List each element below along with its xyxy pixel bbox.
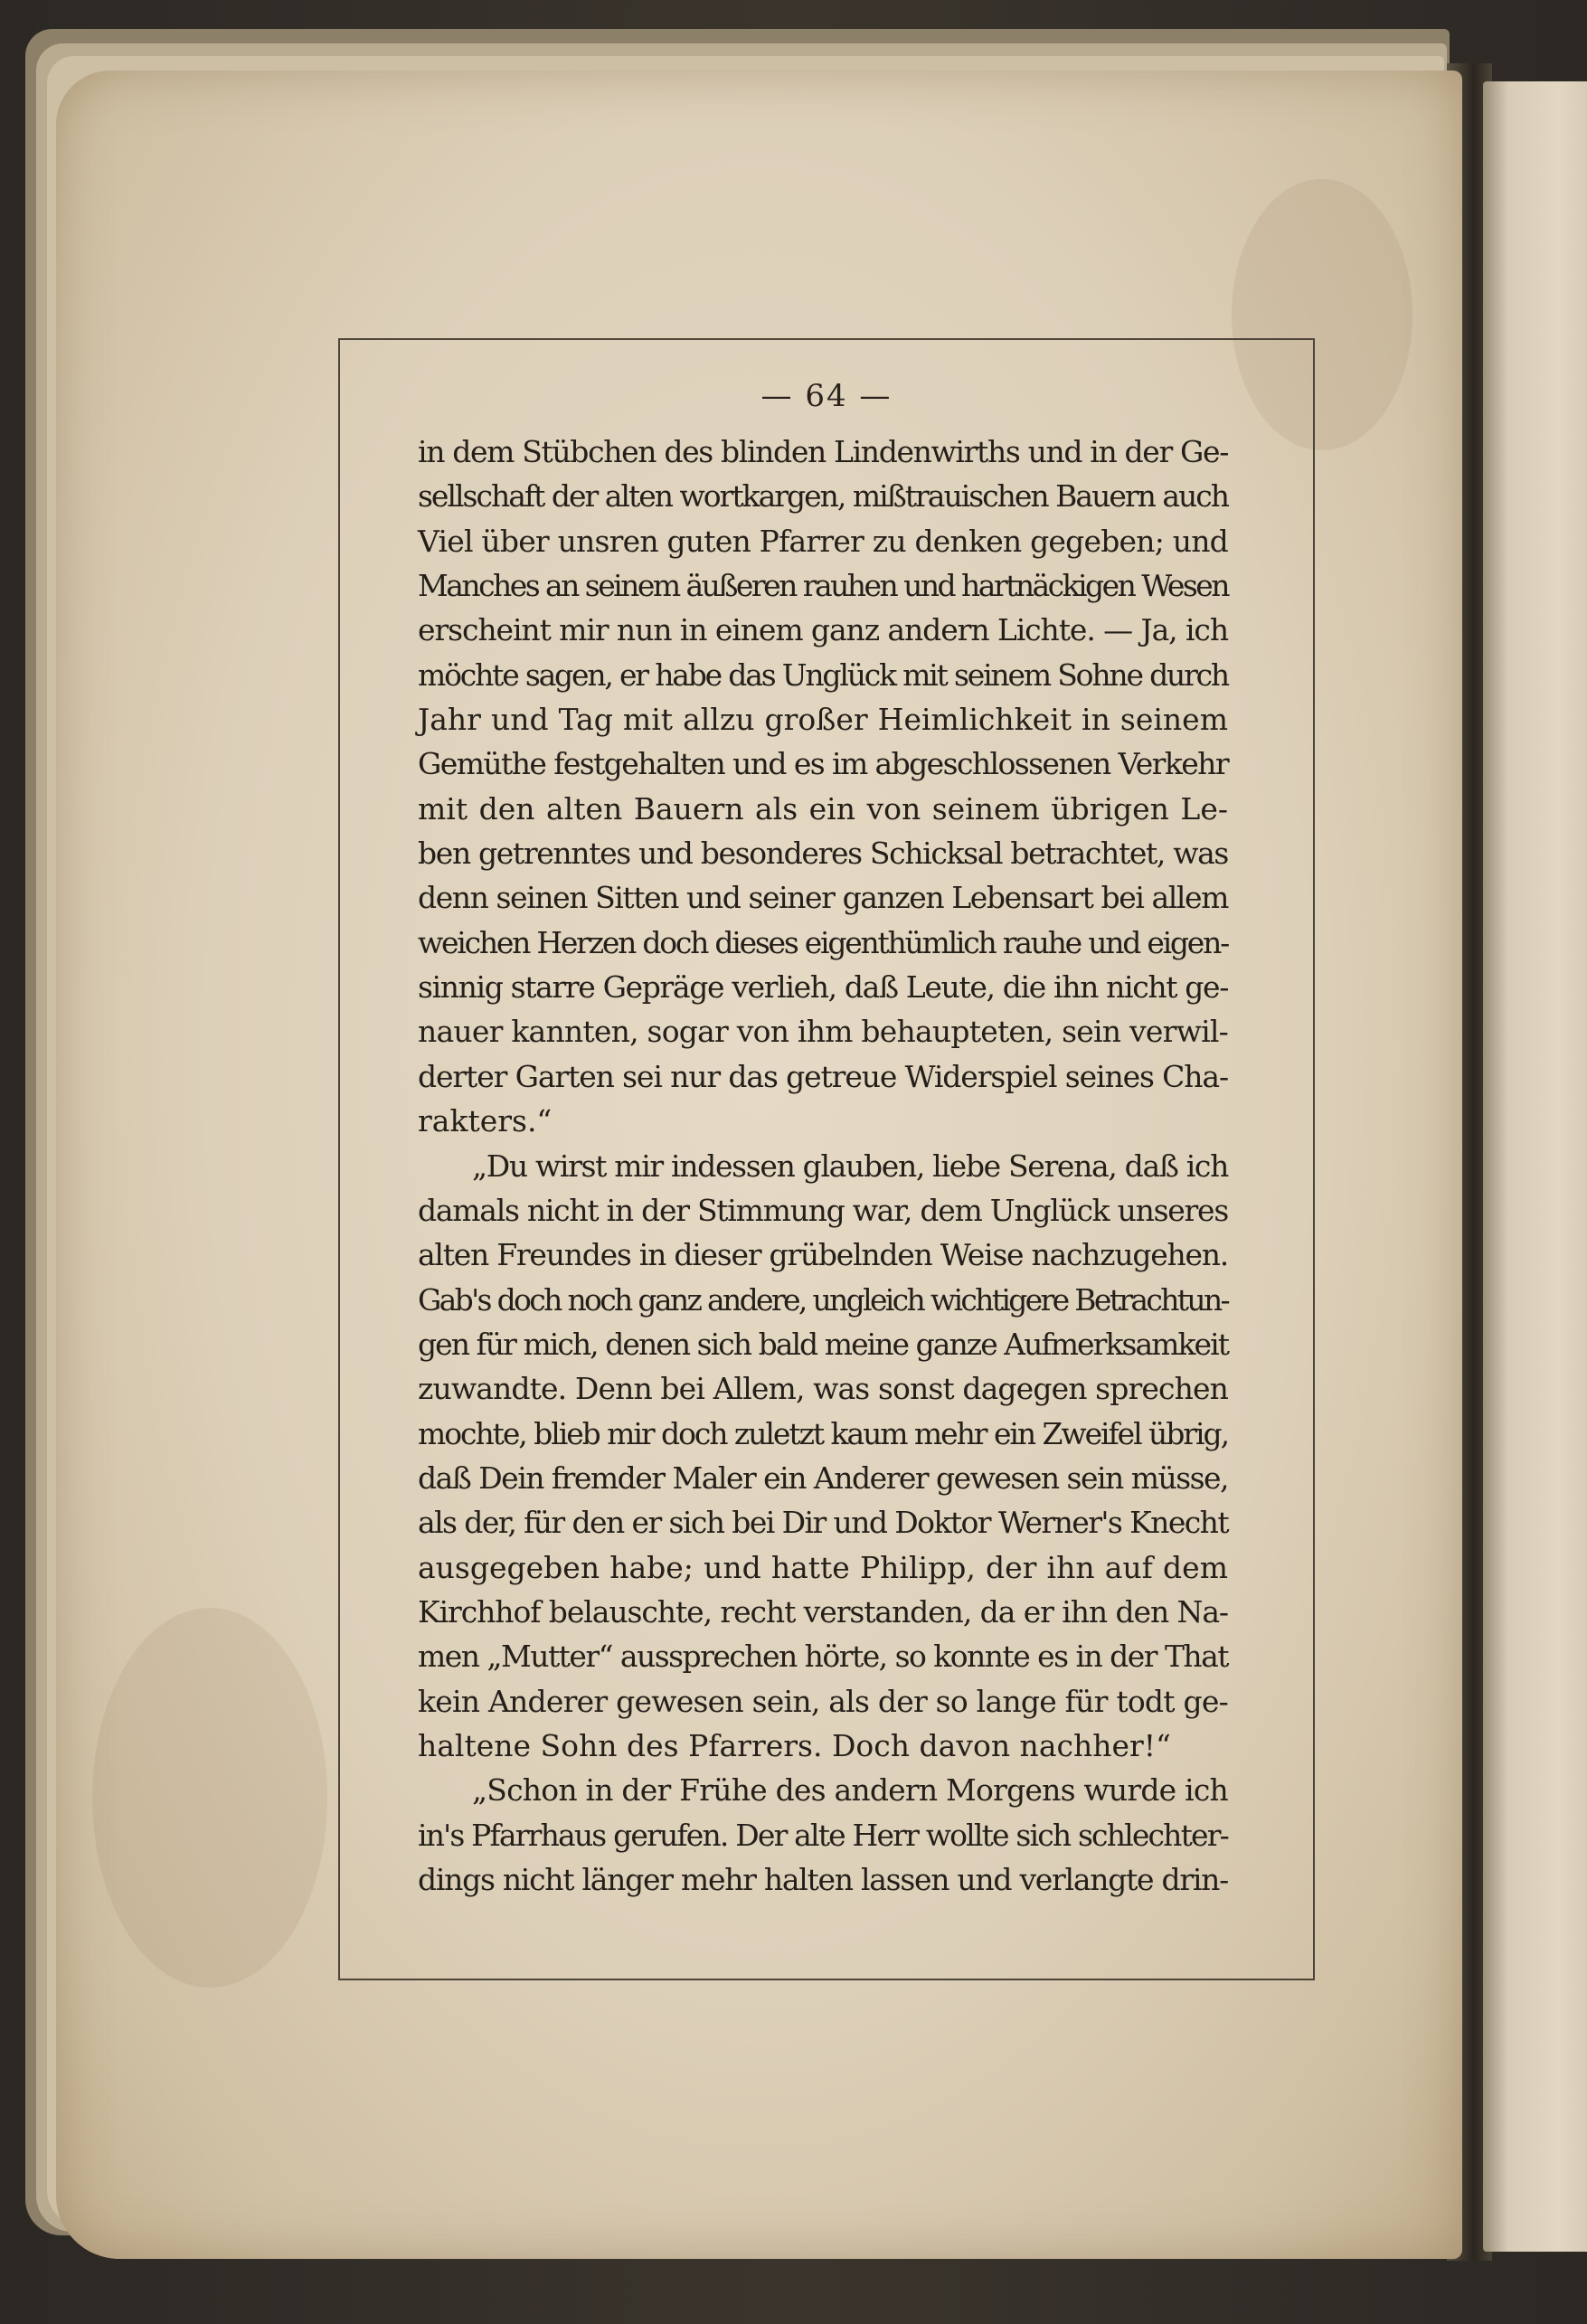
text-line: mochte, blieb mir doch zuletzt kaum mehr ein Zweifel übrig, bbox=[418, 1415, 1228, 1451]
text-line: weichen Herzen doch dieses eigenthümlich rauhe und eigen- bbox=[418, 924, 1228, 960]
text-line: erscheint mir nun in einem ganz andern Lichte. — Ja, ich bbox=[418, 612, 1228, 648]
text-line: rakters.“ bbox=[418, 1103, 553, 1139]
facing-page-edge bbox=[1483, 81, 1587, 2252]
text-line: Viel über unsren guten Pfarrer zu denken gegeben; und bbox=[418, 523, 1228, 559]
text-line: denn seinen Sitten und seiner ganzen Lebensart bei allem bbox=[418, 880, 1228, 916]
paper-stain bbox=[92, 1608, 327, 1988]
paragraph-start-line: „Du wirst mir indessen glauben, liebe Serena, daß ich bbox=[472, 1148, 1228, 1184]
text-line: gen für mich, denen sich bald meine ganze Aufmerksamkeit bbox=[418, 1326, 1228, 1362]
text-line: in's Pfarrhaus gerufen. Der alte Herr wollte sich schlechter- bbox=[418, 1817, 1228, 1853]
text-line: sellschaft der alten wortkargen, mißtrauischen Bauern auch bbox=[418, 478, 1228, 515]
text-line: kein Anderer gewesen sein, als der so lange für todt ge- bbox=[418, 1683, 1228, 1719]
text-line: möchte sagen, er habe das Unglück mit seinem Sohne durch bbox=[418, 657, 1228, 693]
text-line: Gab's doch noch ganz andere, ungleich wichtigere Betrachtun- bbox=[418, 1281, 1228, 1318]
text-line: dings nicht länger mehr halten lassen und verlangte drin- bbox=[418, 1862, 1228, 1897]
text-line: Gemüthe festgehalten und es im abgeschlossenen Verkehr bbox=[418, 746, 1228, 782]
text-line: alten Freundes in dieser grübelnden Weise nachzugehen. bbox=[418, 1237, 1228, 1273]
text-line: zuwandte. Denn bei Allem, was sonst dagegen sprechen bbox=[418, 1371, 1228, 1407]
text-line: als der, für den er sich bei Dir und Doktor Werner's Knecht bbox=[418, 1505, 1228, 1541]
text-line: ben getrenntes und besonderes Schicksal betrachtet, was bbox=[418, 836, 1228, 872]
text-line: ausgegeben habe; und hatte Philipp, der ihn auf dem bbox=[418, 1549, 1228, 1585]
text-line: Manches an seinem äußeren rauhen und hartnäckigen Wesen bbox=[418, 568, 1228, 604]
text-line: nauer kannten, sogar von ihm behaupteten, sein verwil- bbox=[418, 1014, 1228, 1050]
text-line: Kirchhof belauschte, recht verstanden, da er ihn den Na- bbox=[418, 1593, 1228, 1630]
text-line: derter Garten sei nur das getreue Widerspiel seines Cha- bbox=[418, 1058, 1228, 1094]
text-line: sinnig starre Gepräge verlieh, daß Leute, die ihn nicht ge- bbox=[418, 969, 1228, 1006]
text-line: in dem Stübchen des blinden Lindenwirths und in der Ge- bbox=[418, 434, 1228, 469]
page-number: — 64 — bbox=[760, 378, 893, 414]
paragraph-start-line: „Schon in der Frühe des andern Morgens wurde ich bbox=[472, 1772, 1228, 1809]
text-line: haltene Sohn des Pfarrers. Doch davon nachher!“ bbox=[418, 1727, 1171, 1763]
text-line: damals nicht in der Stimmung war, dem Unglück unseres bbox=[418, 1192, 1228, 1228]
text-line: Jahr und Tag mit allzu großer Heimlichkeit in seinem bbox=[418, 702, 1228, 738]
text-line: men „Mutter“ aussprechen hörte, so konnte es in der That bbox=[418, 1639, 1228, 1675]
text-line: daß Dein fremder Maler ein Anderer gewesen sein müsse, bbox=[418, 1460, 1228, 1496]
text-line: mit den alten Bauern als ein von seinem übrigen Le- bbox=[418, 790, 1228, 827]
body-text bbox=[418, 430, 1228, 1902]
